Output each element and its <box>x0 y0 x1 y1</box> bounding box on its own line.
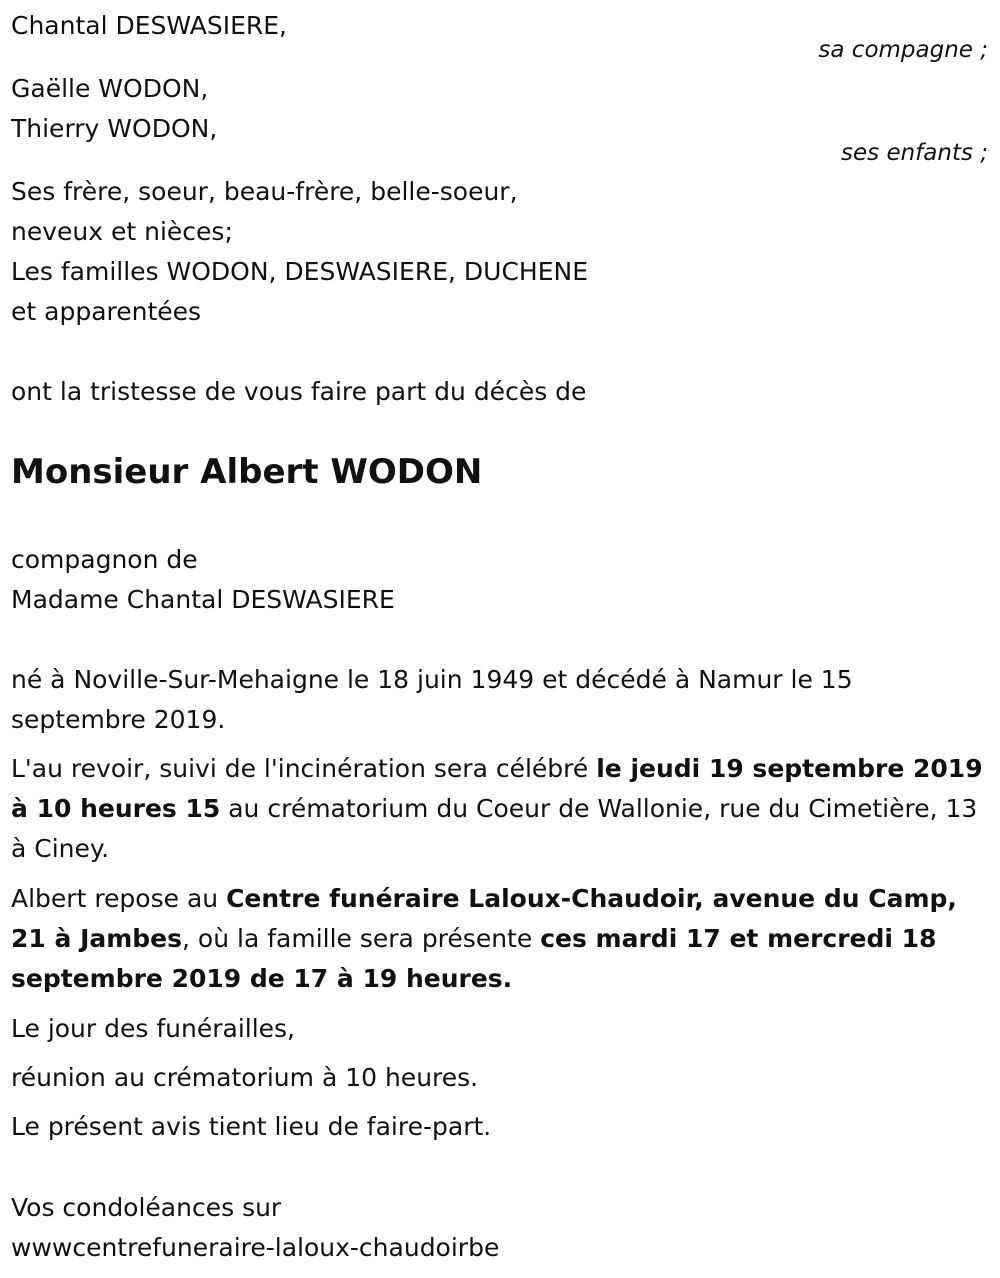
ceremony-text-1: L'au revoir, suivi de l'incinération sera célébré <box>11 754 597 783</box>
child-name-1: Gaëlle WODON, <box>11 74 209 103</box>
ceremony-date: le jeudi 19 septembre 2019 à 10 heures 15 <box>11 754 983 823</box>
meeting-line: réunion au crématorium à 10 heures. <box>11 1063 479 1092</box>
companion-line-2: Madame Chantal DESWASIERE <box>11 585 395 614</box>
rest-text-2: , où la famille sera présente <box>182 924 541 953</box>
child-name-2: Thierry WODON, <box>11 114 218 143</box>
birth-death-paragraph: né à Noville-Sur-Mehaigne le 18 juin 1949 et décédé à Namur le 15 septembre 2019. <box>11 665 853 734</box>
rest-text-1: Albert repose au <box>11 884 227 913</box>
rest-paragraph <box>11 879 991 999</box>
ceremony-text-2: au crématorium du Coeur de Wallonie, rue du Cimetière, 13 à Ciney. <box>11 794 978 863</box>
condolences-website: wwwcentrefuneraire-laloux-chaudoirbe <box>11 1233 500 1262</box>
funeral-day-line: Le jour des funérailles, <box>11 1014 296 1043</box>
condolences-label: Vos condoléances sur <box>11 1193 282 1222</box>
children-role: ses enfants ; <box>841 140 988 166</box>
partner-role: sa compagne ; <box>818 37 988 63</box>
announcement-intro: ont la tristesse de vous faire part du décès de <box>11 377 587 406</box>
funeral-home-address: Centre funéraire Laloux-Chaudoir, avenue du Camp, 21 à Jambes <box>11 884 957 953</box>
relatives-line-4: et apparentées <box>11 297 202 326</box>
ceremony-paragraph <box>11 749 991 869</box>
relatives-line-2: neveux et nièces; <box>11 217 233 246</box>
relatives-line-3: Les familles WODON, DESWASIERE, DUCHENE <box>11 257 588 286</box>
relatives-line-1: Ses frère, soeur, beau-frère, belle-soeur, <box>11 177 518 206</box>
deceased-name: Monsieur Albert WODON <box>11 452 483 492</box>
partner-name: Chantal DESWASIERE, <box>11 11 288 40</box>
companion-line-1: compagnon de <box>11 545 198 574</box>
visitation-dates: ces mardi 17 et mercredi 18 septembre 2019 de 17 à 19 heures. <box>11 924 937 993</box>
notice-line: Le présent avis tient lieu de faire-part. <box>11 1112 492 1141</box>
